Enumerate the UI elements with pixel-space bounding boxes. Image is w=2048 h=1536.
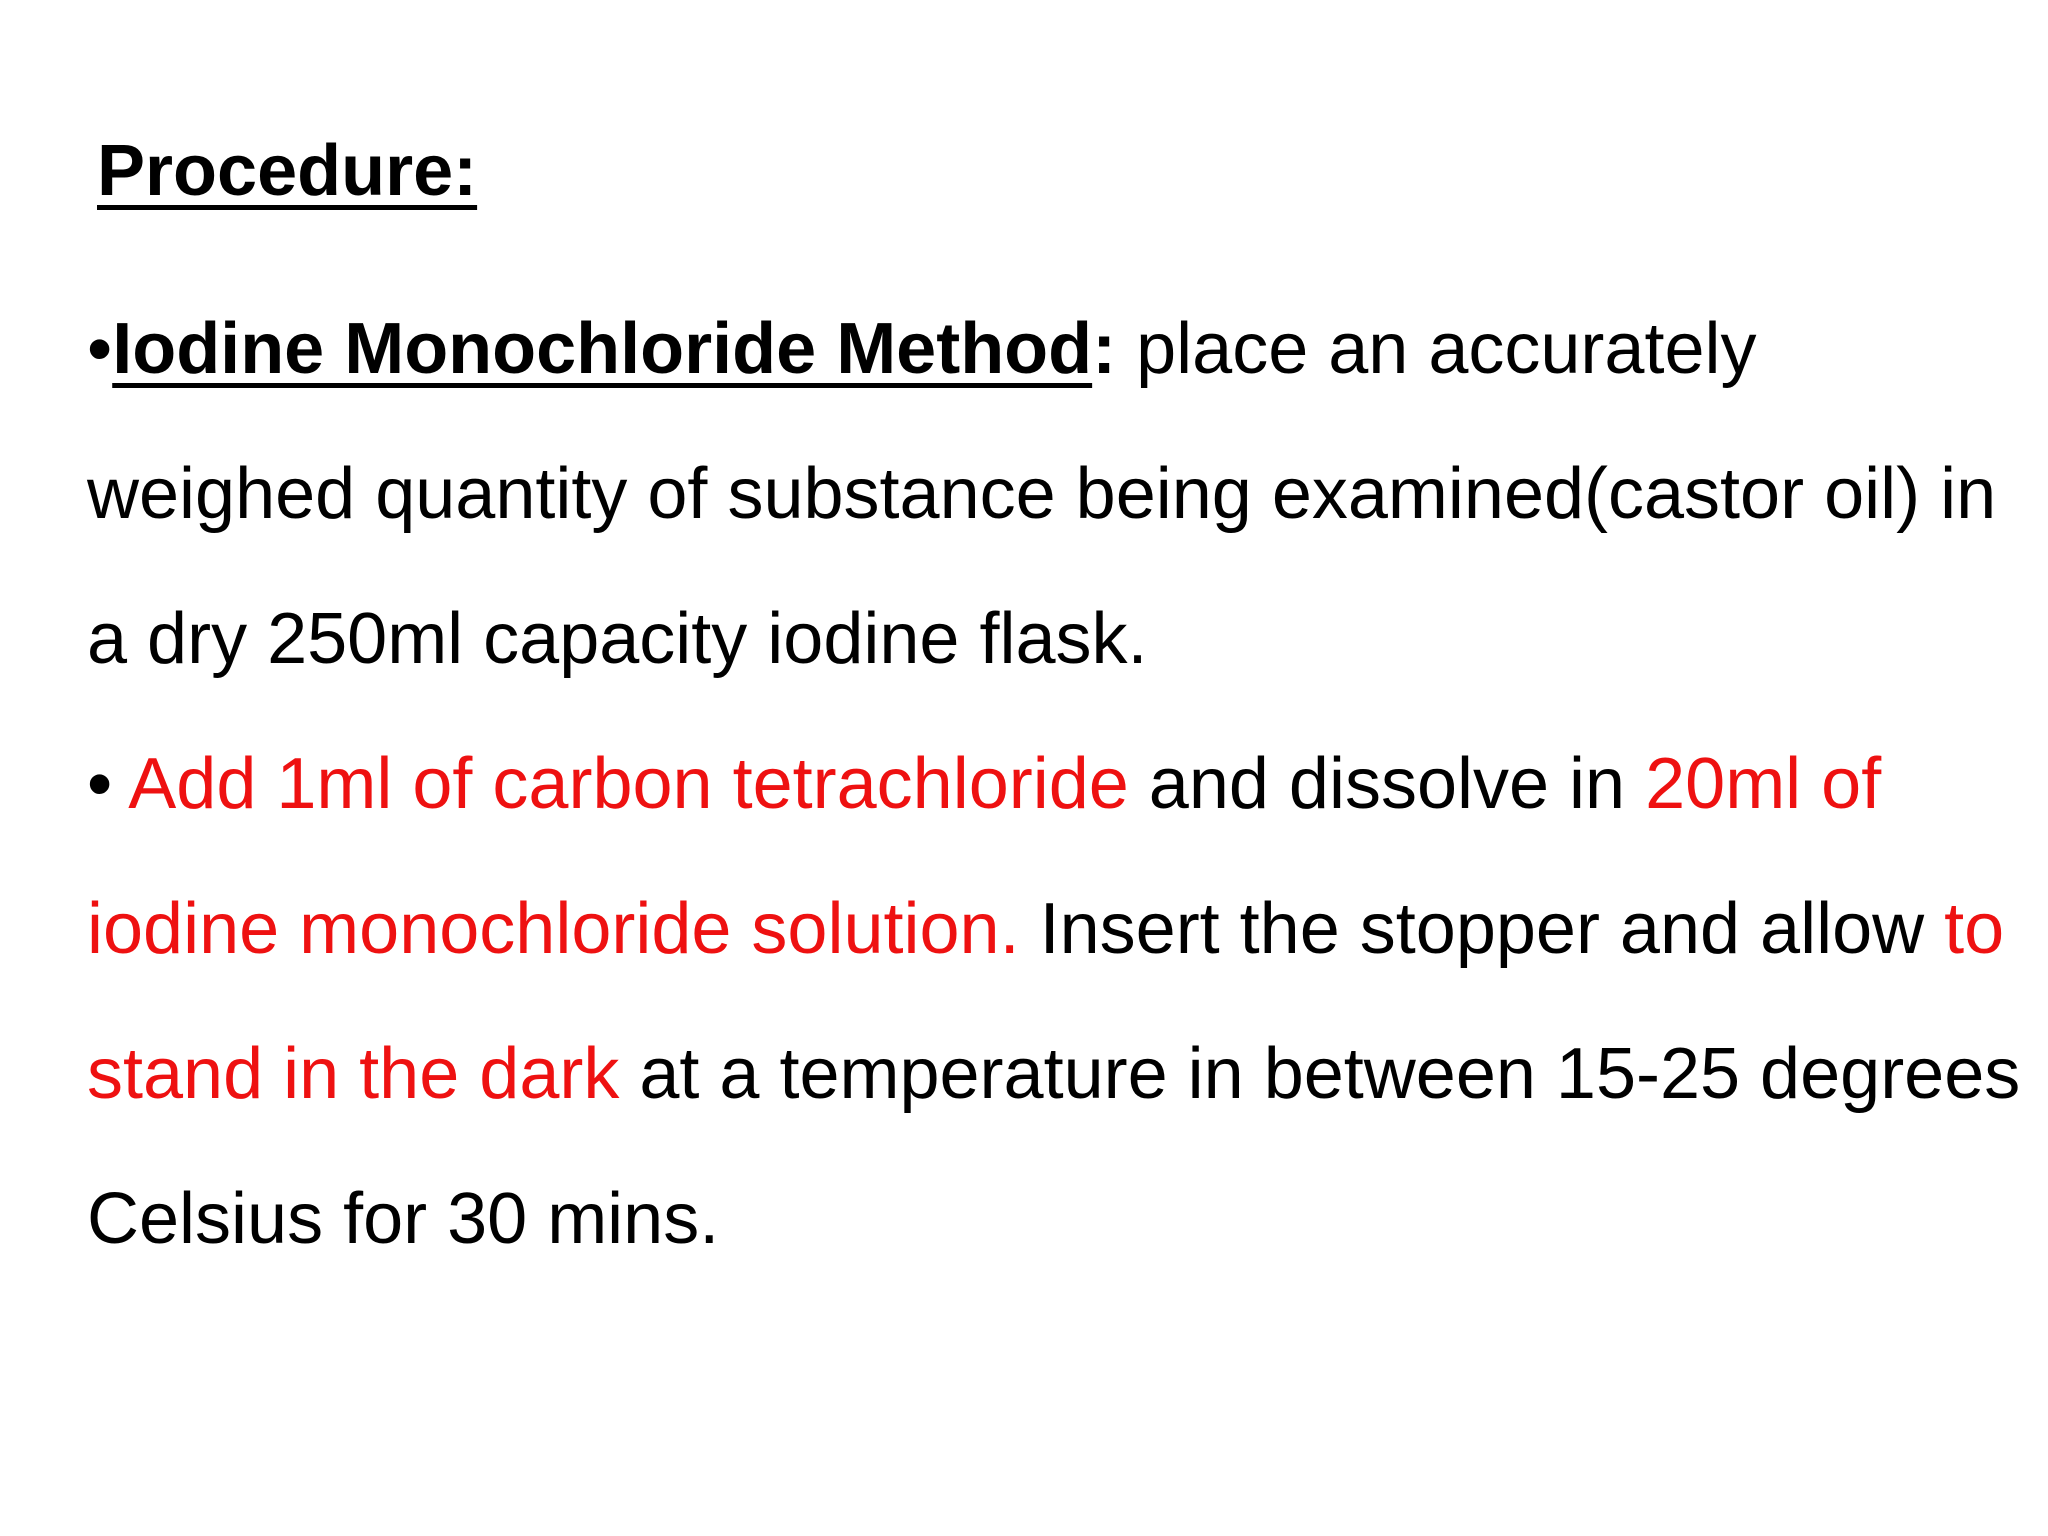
text-insert-stopper: Insert the stopper and allow <box>1019 889 1945 969</box>
paragraph-iodine-method <box>87 277 2037 712</box>
red-text-iodine-monochloride: 20ml of iodine monochloride solution. <box>87 744 1882 969</box>
method-title: Iodine Monochloride Method <box>112 309 1093 389</box>
red-text-stand-dark: to stand in the dark <box>87 889 2005 1114</box>
paragraph-add-solution <box>87 712 2037 1292</box>
text-dissolve: and dissolve in <box>1128 744 1646 824</box>
bullet-1: • <box>87 309 113 389</box>
bullet-space <box>112 744 128 824</box>
red-text-carbon-tetrachloride: Add 1ml of carbon tetrachloride <box>128 744 1129 824</box>
method-colon: : <box>1092 309 1117 389</box>
bullet-2: • <box>87 744 113 824</box>
text-temperature: at a temperature in between 15-25 degrees Celsius for 30 mins. <box>87 1034 2021 1259</box>
procedure-body <box>87 277 2037 1292</box>
method-text: place an accurately weighed quantity of substance being examined(castor oil) in a dry 250ml capacity iodine flask. <box>87 309 1997 679</box>
procedure-heading: Procedure: <box>97 131 478 211</box>
